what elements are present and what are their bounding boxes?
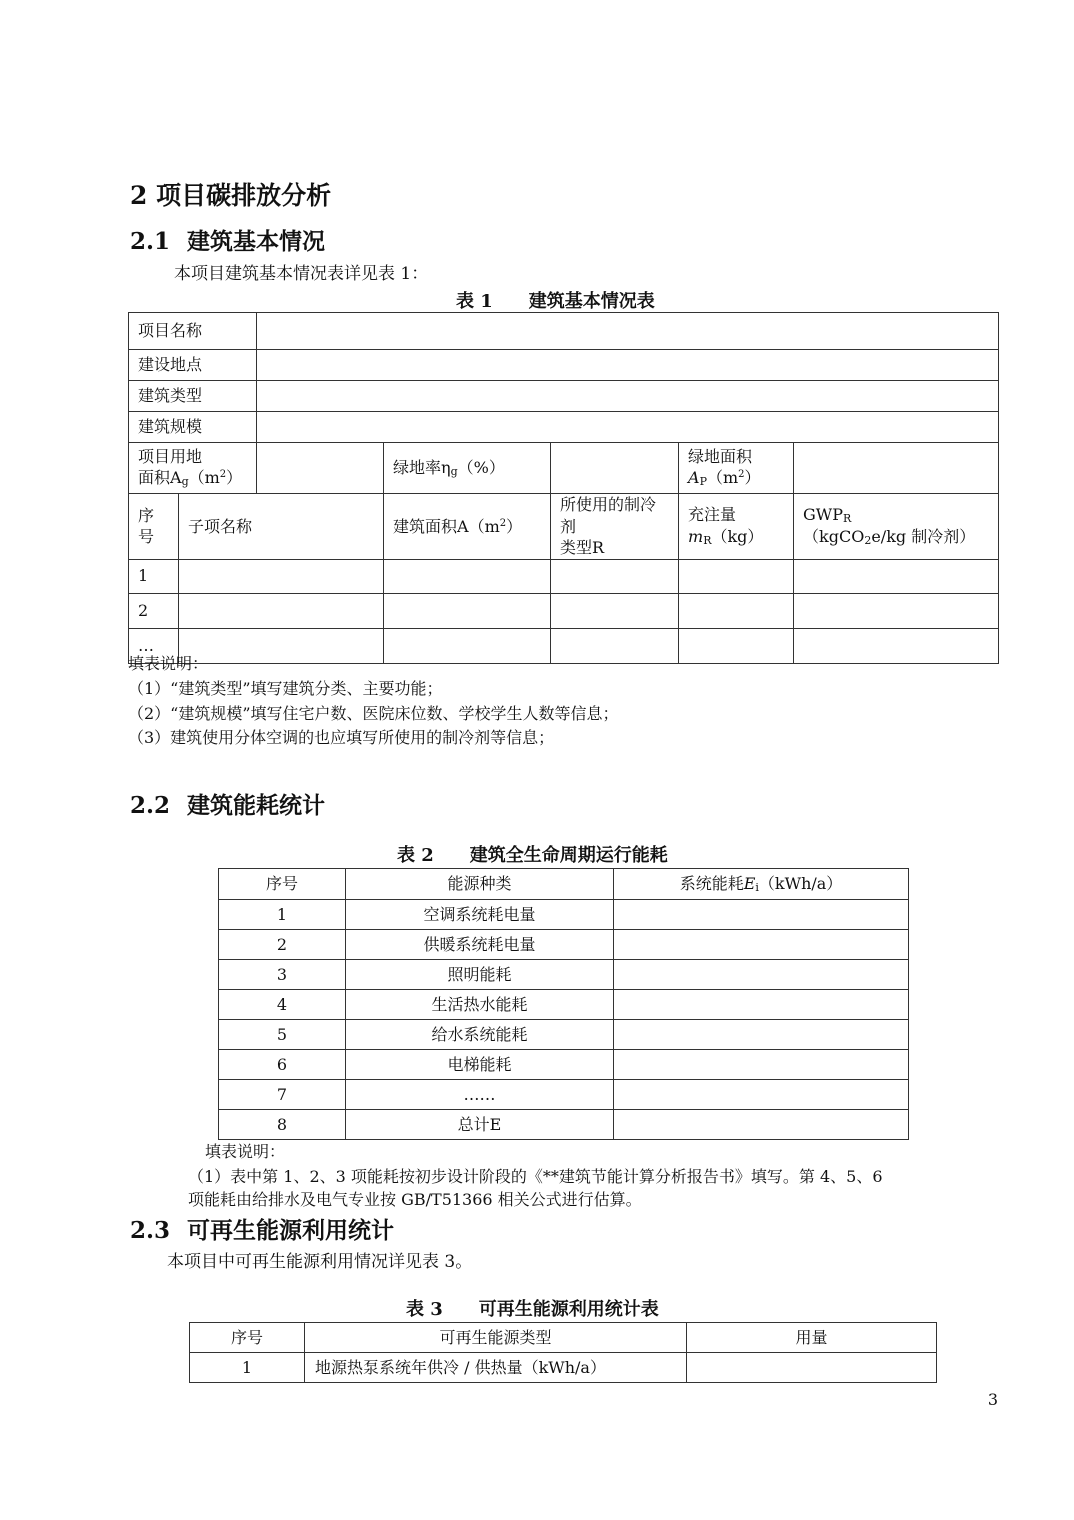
header-sub-name: 子项名称 — [179, 494, 384, 560]
row-seq: 6 — [219, 1050, 346, 1080]
label-line: GWPR — [803, 504, 852, 525]
row-energy-type: 生活热水能耗 — [346, 990, 614, 1020]
table-row — [219, 960, 909, 990]
row-label-location: 建设地点 — [129, 350, 257, 381]
value-cell — [679, 559, 794, 593]
header-amount: 用量 — [687, 1323, 937, 1353]
value-cell — [384, 593, 551, 628]
note-item: （1）“建筑类型”填写建筑分类、主要功能； — [128, 679, 443, 698]
header-gwp — [794, 494, 999, 560]
table-row — [129, 628, 999, 663]
value-cell — [794, 559, 999, 593]
value-cell — [257, 381, 999, 412]
value-cell — [551, 559, 679, 593]
subsection-number: 2.2 — [130, 792, 171, 819]
page-number: 3 — [987, 1390, 998, 1409]
subsection-title: 建筑能耗统计 — [187, 792, 325, 819]
building-info-table — [128, 312, 999, 664]
subsection-2-2-heading — [130, 787, 325, 820]
caption-number: 表 1 — [456, 291, 493, 312]
note-item: （3）建筑使用分体空调的也应填写所使用的制冷剂等信息； — [128, 728, 555, 747]
value-cell — [679, 628, 794, 663]
header-charge — [679, 494, 794, 560]
caption-title: 建筑全生命周期运行能耗 — [469, 845, 668, 866]
value-cell — [614, 1110, 909, 1140]
row-energy-type: 供暖系统耗电量 — [346, 930, 614, 960]
row-energy-type: 电梯能耗 — [346, 1050, 614, 1080]
subsection-title: 建筑基本情况 — [187, 228, 325, 255]
section-title: 2 项目碳排放分析 — [130, 181, 332, 210]
header-seq: 序号 — [129, 494, 179, 560]
table-1-caption — [456, 287, 655, 313]
row-amount — [687, 1353, 937, 1383]
table-row — [219, 1020, 909, 1050]
green-area-label — [679, 443, 794, 494]
value-cell — [179, 559, 384, 593]
row-label-building-scale: 建筑规模 — [129, 412, 257, 443]
table-row — [129, 313, 999, 350]
row-seq: 1 — [129, 559, 179, 593]
row-seq: 4 — [219, 990, 346, 1020]
row-seq: 3 — [219, 960, 346, 990]
value-cell — [614, 1080, 909, 1110]
row-seq: 5 — [219, 1020, 346, 1050]
header-seq: 序号 — [190, 1323, 305, 1353]
subsection-2-3-heading — [130, 1212, 394, 1245]
caption-title: 可再生能源利用统计表 — [478, 1299, 659, 1320]
value-cell — [257, 313, 999, 350]
value-cell — [257, 443, 384, 494]
row-seq: 2 — [129, 593, 179, 628]
row-seq: 2 — [219, 930, 346, 960]
note-item: （2）“建筑规模”填写住宅户数、医院床位数、学校学生人数等信息； — [128, 704, 619, 723]
table-2-caption — [397, 841, 668, 867]
table-row — [219, 1110, 909, 1140]
table-row — [219, 900, 909, 930]
row-seq: 7 — [219, 1080, 346, 1110]
value-cell — [257, 350, 999, 381]
intro-paragraph: 本项目中可再生能源利用情况详见表 3。 — [167, 1252, 473, 1272]
value-cell — [794, 628, 999, 663]
value-cell — [384, 628, 551, 663]
value-cell — [179, 628, 384, 663]
value-cell — [679, 593, 794, 628]
table-row — [219, 1080, 909, 1110]
intro-paragraph: 本项目建筑基本情况表详见表 1： — [174, 264, 429, 284]
header-refrigerant — [551, 494, 679, 560]
energy-consumption-table — [218, 868, 909, 1140]
value-cell — [614, 1050, 909, 1080]
header-seq: 序号 — [219, 869, 346, 900]
label-line: 绿地面积 — [688, 446, 753, 466]
value-cell — [257, 412, 999, 443]
row-seq: 1 — [190, 1353, 305, 1383]
table-header-row — [129, 494, 999, 560]
table-row — [129, 559, 999, 593]
green-ratio-label: 绿地率ηg（%） — [384, 443, 551, 494]
table-header-row — [190, 1323, 937, 1353]
row-energy-type: …… — [346, 1080, 614, 1110]
caption-number: 表 2 — [397, 845, 434, 866]
table-header-row — [219, 869, 909, 900]
value-cell — [614, 1020, 909, 1050]
label-line: 项目用地 — [138, 446, 203, 466]
row-seq: 8 — [219, 1110, 346, 1140]
label-line: 面积$Ag(m^2)$ — [138, 468, 243, 489]
value-cell — [384, 559, 551, 593]
value-cell — [551, 628, 679, 663]
note-item: 项能耗由给排水及电气专业按 GB/T51366 相关公式进行估算。 — [188, 1190, 642, 1209]
table-row — [219, 1050, 909, 1080]
caption-number: 表 3 — [406, 1299, 443, 1320]
value-cell — [614, 960, 909, 990]
row-seq: … — [129, 628, 179, 663]
note-item: （1）表中第 1、2、3 项能耗按初步设计阶段的《**建筑节能计算分析报告书》填写。第 4、5、6 — [188, 1167, 883, 1186]
row-label-project-name: 项目名称 — [129, 313, 257, 350]
notes-label: 填表说明： — [128, 654, 209, 673]
subsection-number: 2.3 — [130, 1217, 171, 1244]
header-area: 建筑面积$A(m^2)$ — [384, 494, 551, 560]
table-row — [219, 990, 909, 1020]
label-line: $AP(m^2)$ — [688, 468, 761, 489]
row-energy-type: 总计E — [346, 1110, 614, 1140]
renewable-energy-table — [189, 1322, 937, 1383]
row-energy-type: 空调系统耗电量 — [346, 900, 614, 930]
value-cell — [614, 900, 909, 930]
label-line: 所使用的制冷剂 — [560, 495, 657, 536]
label-line: mR（kg） — [688, 526, 764, 547]
value-cell — [179, 593, 384, 628]
row-label-building-type: 建筑类型 — [129, 381, 257, 412]
subsection-title: 可再生能源利用统计 — [187, 1217, 394, 1244]
subsection-2-1-heading — [130, 223, 325, 256]
table-row — [129, 381, 999, 412]
value-cell — [794, 443, 999, 494]
row-energy-type: 给水系统能耗 — [346, 1020, 614, 1050]
label-line: 类型R — [560, 538, 605, 558]
row-energy-type: 照明能耗 — [346, 960, 614, 990]
value-cell — [794, 593, 999, 628]
value-cell — [551, 443, 679, 494]
header-energy-type: 能源种类 — [346, 869, 614, 900]
value-cell — [614, 930, 909, 960]
table-row — [129, 350, 999, 381]
row-seq: 1 — [219, 900, 346, 930]
subsection-number: 2.1 — [130, 228, 171, 255]
table-row — [129, 412, 999, 443]
notes-label: 填表说明： — [205, 1142, 286, 1161]
header-renewable-type: 可再生能源类型 — [305, 1323, 687, 1353]
header-system-energy: 系统能耗Ei（kWh/a） — [614, 869, 909, 900]
table-row — [129, 593, 999, 628]
caption-title: 建筑基本情况表 — [528, 291, 655, 312]
value-cell — [551, 593, 679, 628]
label-line: 充注量 — [688, 505, 737, 525]
site-area-label — [129, 443, 257, 494]
label-line: （kgCO2e/kg 制冷剂） — [803, 527, 976, 548]
table-row — [190, 1353, 937, 1383]
table-row — [129, 443, 999, 494]
row-renewable-type: 地源热泵系统年供冷 / 供热量（kWh/a） — [305, 1353, 687, 1383]
table-row — [219, 930, 909, 960]
value-cell — [614, 990, 909, 1020]
table-3-caption — [406, 1295, 659, 1321]
